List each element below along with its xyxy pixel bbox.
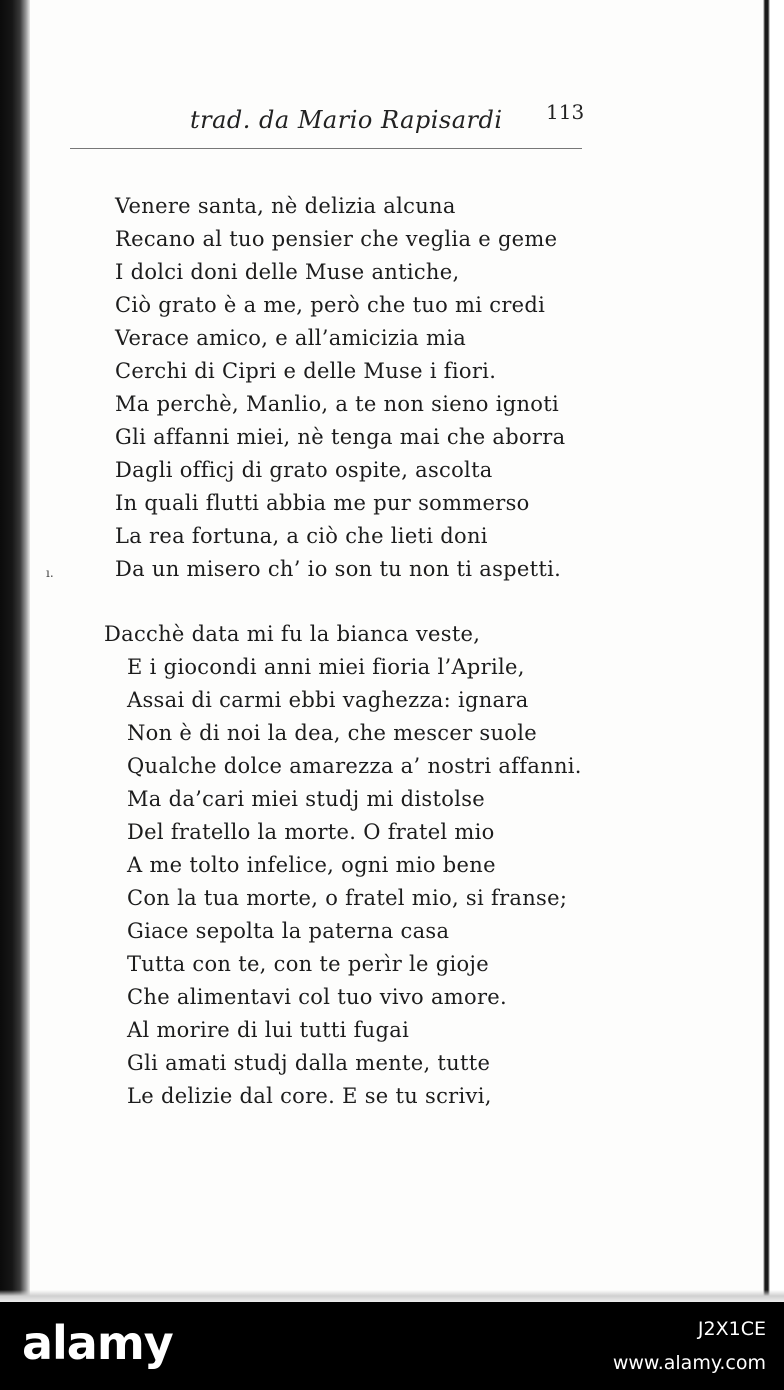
- image-code: J2X1CE: [697, 1318, 766, 1340]
- verse-line: Verace amico, e all’amicizia mia: [115, 326, 467, 350]
- verse-line: Ma perchè, Manlio, a te non sieno ignoti: [115, 392, 559, 416]
- alamy-logo: alamy: [22, 1316, 173, 1370]
- verse-line: Le delizie dal core. E se tu scrivi,: [127, 1084, 492, 1108]
- verse-line: Gli amati studj dalla mente, tutte: [127, 1051, 491, 1075]
- verse-line: Che alimentavi col tuo vivo amore.: [127, 985, 507, 1009]
- verse-line: Cerchi di Cipri e delle Muse i fiori.: [115, 359, 497, 383]
- verse-line: Tutta con te, con te perìr le gioje: [127, 952, 489, 976]
- verse-line: E i giocondi anni miei fioria l’Aprile,: [127, 655, 525, 679]
- running-title: trad. da Mario Rapisardi: [190, 106, 503, 134]
- verse-line: Qualche dolce amarezza a’ nostri affanni.: [127, 754, 582, 778]
- verse-line: Gli affanni miei, nè tenga mai che aborra: [115, 425, 566, 449]
- verse-line: Con la tua morte, o fratel mio, si franse;: [127, 886, 568, 910]
- page-header: [70, 100, 585, 154]
- site-url: www.alamy.com: [612, 1352, 766, 1374]
- bottom-page-edge: [0, 1290, 784, 1302]
- verse-line: Dagli officj di grato ospite, ascolta: [115, 458, 493, 482]
- left-page-edge-shadow: [0, 0, 30, 1302]
- verse-line: Da un misero ch’ io son tu non ti aspetti.: [115, 557, 562, 581]
- verse-line: Assai di carmi ebbi vaghezza: ignara: [127, 688, 529, 712]
- right-page-edge: [750, 0, 784, 1302]
- verse-line: A me tolto infelice, ogni mio bene: [127, 853, 496, 877]
- stanza-1: [115, 190, 565, 586]
- verse-line: Non è di noi la dea, che mescer suole: [127, 721, 537, 745]
- verse-line: Del fratello la morte. O fratel mio: [127, 820, 495, 844]
- verse-line: Ciò grato è a me, però che tuo mi credi: [115, 293, 546, 317]
- verse-line: I dolci doni delle Muse antiche,: [115, 260, 460, 284]
- stanza-2: [104, 618, 582, 1113]
- margin-mark: ı.: [46, 566, 54, 580]
- verse-line: La rea fortuna, a ciò che lieti doni: [115, 524, 488, 548]
- verse-line: Ma da’cari miei studj mi distolse: [127, 787, 486, 811]
- verse-line: Venere santa, nè delizia alcuna: [115, 194, 456, 218]
- verse-line: Dacchè data mi fu la bianca veste,: [104, 622, 481, 646]
- watermark-banner: [0, 1302, 784, 1390]
- verse-line: Recano al tuo pensier che veglia e geme: [115, 227, 558, 251]
- verse-line: In quali flutti abbia me pur sommerso: [115, 491, 530, 515]
- header-rule: [70, 148, 582, 149]
- verse-line: Al morire di lui tutti fugai: [127, 1018, 410, 1042]
- page-number: 113: [546, 100, 585, 124]
- verse-line: Giace sepolta la paterna casa: [127, 919, 450, 943]
